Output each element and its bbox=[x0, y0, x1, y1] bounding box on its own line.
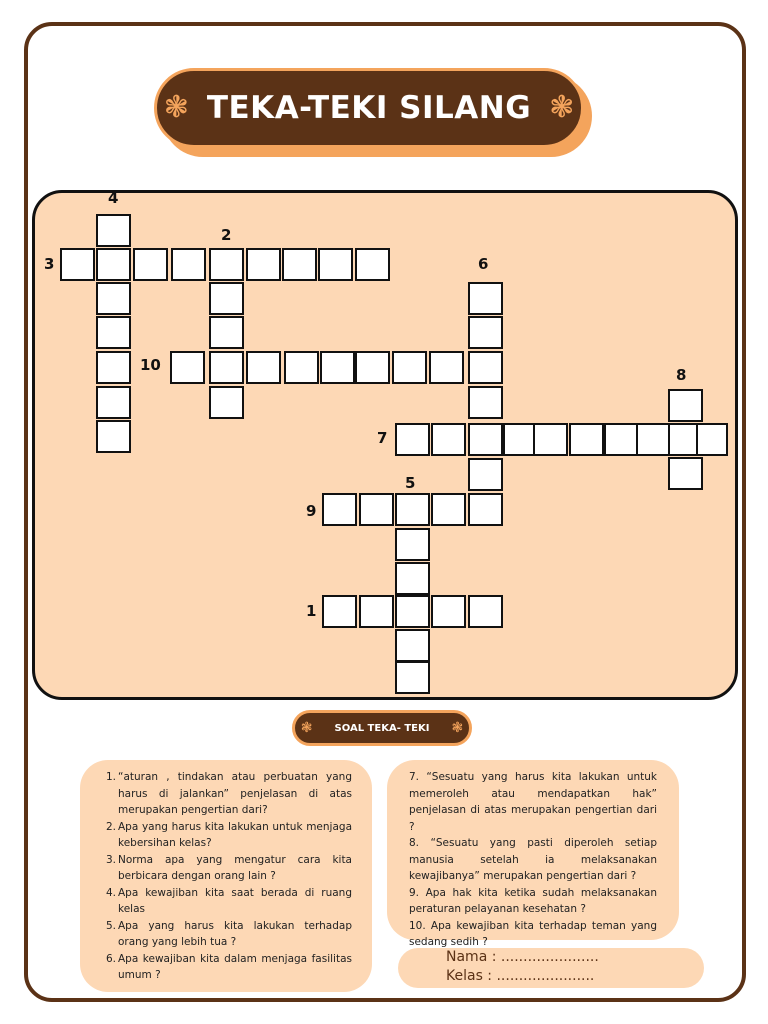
crossword-cell[interactable] bbox=[604, 423, 639, 456]
crossword-cell[interactable] bbox=[96, 282, 131, 315]
crossword-cell[interactable] bbox=[431, 595, 466, 628]
clue-number-9: 9 bbox=[306, 502, 317, 520]
crossword-cell[interactable] bbox=[569, 423, 604, 456]
crossword-cell[interactable] bbox=[171, 248, 206, 281]
crossword-cell[interactable] bbox=[246, 248, 281, 281]
section-header bbox=[292, 710, 472, 746]
crossword-cell[interactable] bbox=[533, 423, 568, 456]
crossword-cell[interactable] bbox=[246, 351, 281, 384]
crossword-cell[interactable] bbox=[96, 214, 131, 247]
crossword-cell[interactable] bbox=[668, 457, 703, 490]
crossword-cell[interactable] bbox=[322, 595, 357, 628]
crossword-cell[interactable] bbox=[322, 493, 357, 526]
questions-right-panel bbox=[387, 760, 679, 948]
question-item bbox=[106, 951, 352, 984]
question-number: 3. bbox=[106, 853, 117, 866]
crossword-cell[interactable] bbox=[395, 528, 430, 561]
clue-number-7: 7 bbox=[377, 429, 388, 447]
crossword-cell[interactable] bbox=[355, 248, 390, 281]
crossword-cell[interactable] bbox=[468, 282, 503, 315]
question-text: Apa kewajiban kita dalam menjaga fasilitas umum ? bbox=[118, 952, 352, 981]
crossword-cell[interactable] bbox=[318, 248, 353, 281]
crossword-cell[interactable] bbox=[431, 423, 466, 456]
flower-icon: ❃ bbox=[300, 720, 313, 736]
question-number: 1. bbox=[106, 771, 117, 783]
question-item: 8. “Sesuatu yang pasti diperoleh setiap manusia setelah ia melaksanakan kewajibanya” merupakan pengertian dari ? bbox=[409, 837, 657, 882]
crossword-cell[interactable] bbox=[395, 595, 430, 628]
crossword-cell[interactable] bbox=[359, 595, 394, 628]
crossword-cell[interactable] bbox=[468, 458, 503, 491]
crossword-cell[interactable] bbox=[636, 423, 671, 456]
question-item: 9. Apa hak kita ketika sudah melaksanakan peraturan pelayanan kesehatan ? bbox=[409, 886, 657, 915]
flower-icon: ❃ bbox=[163, 90, 189, 125]
question-item bbox=[106, 819, 352, 852]
crossword-cell[interactable] bbox=[209, 386, 244, 419]
question-text: Apa yang harus kita lakukan terhadap orang yang lebih tua ? bbox=[118, 919, 352, 948]
name-field[interactable]: Nama : ...................... bbox=[446, 949, 599, 965]
crossword-cell[interactable] bbox=[468, 595, 503, 628]
questions-left-panel bbox=[80, 760, 372, 992]
clue-number-5: 5 bbox=[405, 474, 416, 492]
crossword-cell[interactable] bbox=[395, 423, 430, 456]
crossword-cell[interactable] bbox=[395, 661, 430, 694]
crossword-cell[interactable] bbox=[282, 248, 317, 281]
crossword-cell[interactable] bbox=[209, 282, 244, 315]
crossword-cell[interactable] bbox=[320, 351, 355, 384]
crossword-cell[interactable] bbox=[209, 316, 244, 349]
section-title: SOAL TEKA- TEKI bbox=[334, 722, 430, 734]
clue-number-2: 2 bbox=[221, 226, 232, 244]
crossword-cell[interactable] bbox=[96, 351, 131, 384]
flower-icon: ❃ bbox=[451, 720, 464, 736]
flower-icon: ❃ bbox=[549, 90, 575, 125]
clue-number-1: 1 bbox=[306, 602, 317, 620]
crossword-cell[interactable] bbox=[96, 420, 131, 453]
question-text: Apa kewajiban kita saat berada di ruang kelas bbox=[118, 886, 352, 915]
crossword-cell[interactable] bbox=[395, 562, 430, 595]
crossword-cell[interactable] bbox=[468, 423, 503, 456]
crossword-cell[interactable] bbox=[209, 351, 244, 384]
question-number: 2. bbox=[106, 820, 117, 833]
clue-number-4: 4 bbox=[108, 189, 119, 207]
crossword-cell[interactable] bbox=[431, 493, 466, 526]
crossword-cell[interactable] bbox=[392, 351, 427, 384]
question-item: 7. “Sesuatu yang harus kita lakukan untuk memeroleh atau mendapatkan hak” penjelasan di atas merupakan pengertian dari ? bbox=[409, 771, 657, 833]
question-number: 5. bbox=[106, 919, 117, 932]
question-number: 6. bbox=[106, 952, 117, 965]
crossword-cell[interactable] bbox=[170, 351, 205, 384]
crossword-cell[interactable] bbox=[468, 316, 503, 349]
crossword-cell[interactable] bbox=[668, 389, 703, 422]
crossword-cell[interactable] bbox=[60, 248, 95, 281]
clue-number-10: 10 bbox=[140, 356, 161, 374]
title-banner bbox=[154, 68, 584, 148]
question-text: Norma apa yang mengatur cara kita berbicara dengan orang lain ? bbox=[118, 853, 352, 882]
question-item bbox=[106, 852, 352, 885]
crossword-cell[interactable] bbox=[209, 248, 244, 281]
crossword-cell[interactable] bbox=[696, 423, 728, 456]
crossword-cell[interactable] bbox=[96, 386, 131, 419]
crossword-cell[interactable] bbox=[468, 386, 503, 419]
question-text: Apa yang harus kita lakukan untuk menjaga kebersihan kelas? bbox=[118, 820, 352, 849]
question-item bbox=[106, 885, 352, 918]
crossword-cell[interactable] bbox=[359, 493, 394, 526]
crossword-cell[interactable] bbox=[395, 493, 430, 526]
clue-number-3: 3 bbox=[44, 255, 55, 273]
crossword-cell[interactable] bbox=[284, 351, 319, 384]
crossword-cell[interactable] bbox=[96, 248, 131, 281]
question-item bbox=[106, 918, 352, 951]
crossword-cell[interactable] bbox=[395, 629, 430, 662]
page-title: TEKA-TEKI SILANG bbox=[206, 90, 532, 126]
clue-number-8: 8 bbox=[676, 366, 687, 384]
question-item: 10. Apa kewajiban kita terhadap teman yang sedang sedih ? bbox=[409, 919, 657, 948]
class-field[interactable]: Kelas : ...................... bbox=[446, 968, 595, 984]
clue-number-6: 6 bbox=[478, 255, 489, 273]
crossword-cell[interactable] bbox=[468, 351, 503, 384]
student-info-box bbox=[398, 948, 704, 988]
crossword-cell[interactable] bbox=[355, 351, 390, 384]
crossword-cell[interactable] bbox=[133, 248, 168, 281]
question-text: “aturan , tindakan atau perbuatan yang harus di jalankan” penjelasan di atas merupakan pengertian dari? bbox=[118, 771, 352, 816]
crossword-cell[interactable] bbox=[429, 351, 464, 384]
question-number: 4. bbox=[106, 886, 117, 899]
crossword-cell[interactable] bbox=[468, 493, 503, 526]
question-item bbox=[106, 769, 352, 819]
crossword-cell[interactable] bbox=[96, 316, 131, 349]
